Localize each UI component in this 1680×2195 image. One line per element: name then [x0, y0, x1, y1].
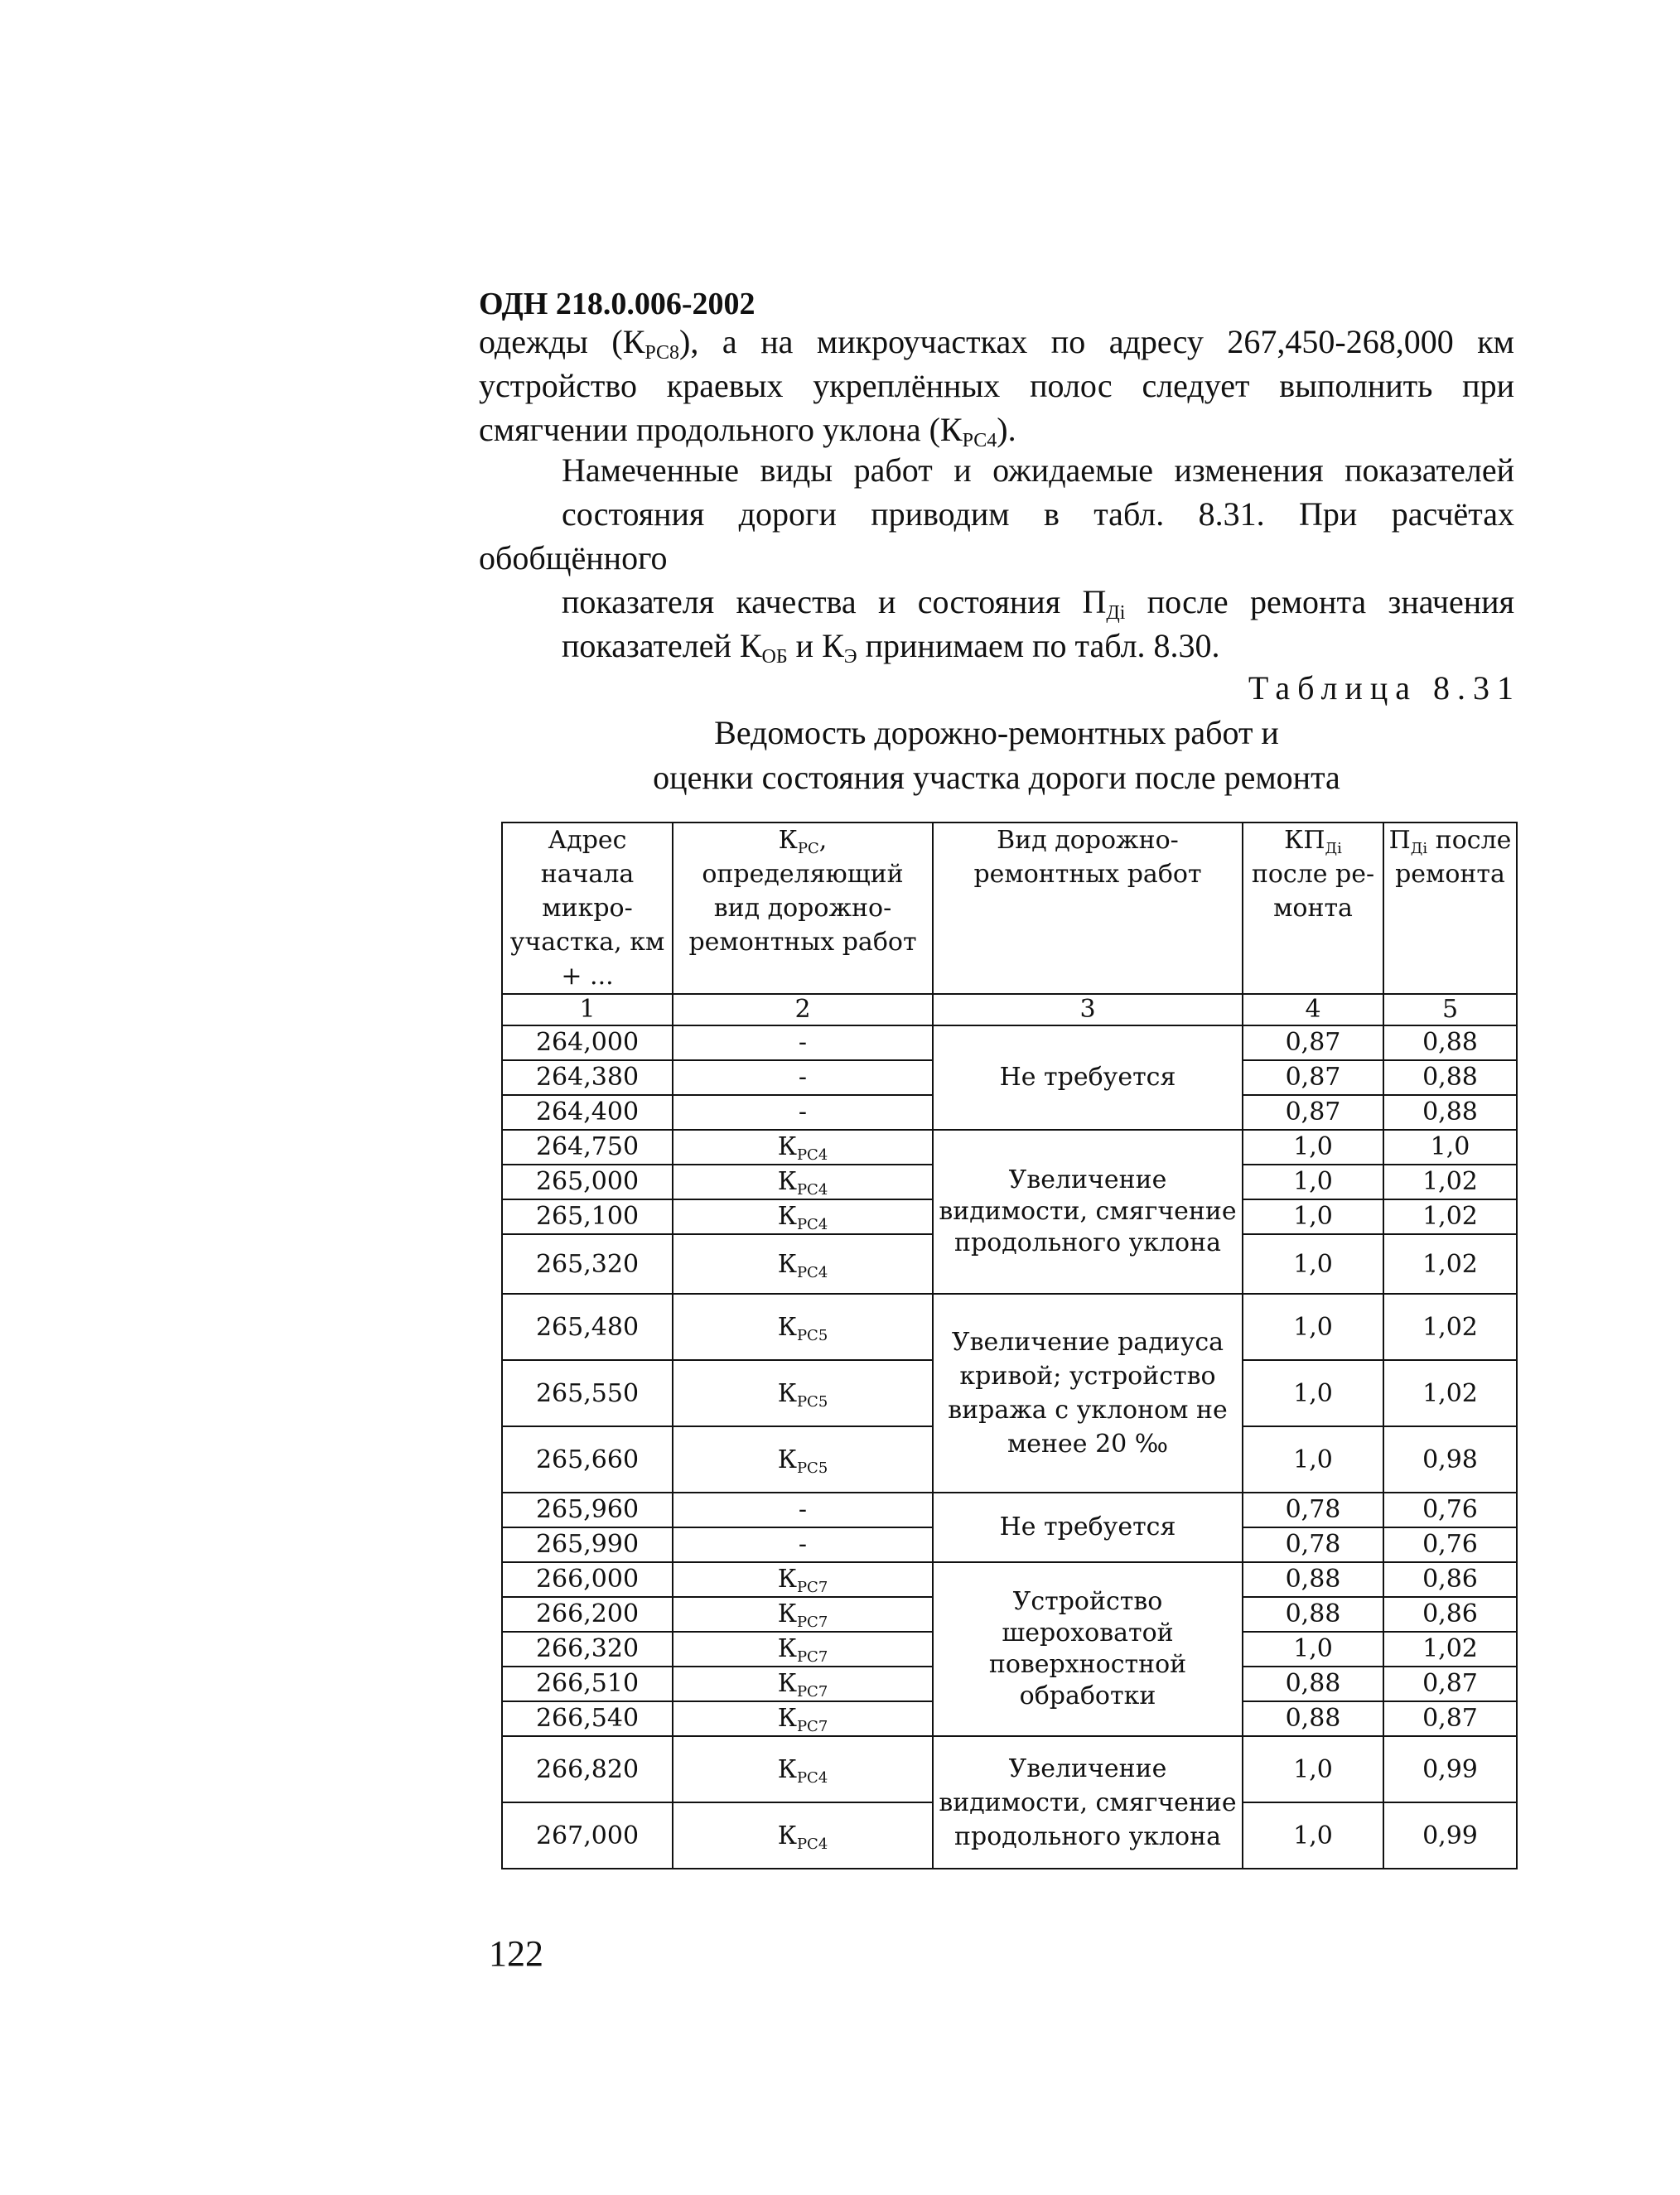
text-line: одежды $(К_{РС8})$, а на микроучастках по адресу 267,450-268,000 км — [479, 323, 1514, 364]
subscript: РС4 — [962, 430, 997, 451]
p-cell: 1,0 — [1383, 1130, 1517, 1165]
p-cell: 0,99 — [1383, 1736, 1517, 1802]
subscript: РС — [797, 840, 819, 857]
subscript: Дi — [1106, 602, 1126, 624]
kp-cell: 1,0 — [1243, 1294, 1383, 1360]
kp-cell: 1,0 — [1243, 1426, 1383, 1493]
column-number: 4 — [1243, 994, 1383, 1025]
column-number: 3 — [933, 994, 1243, 1025]
p-cell: 1,02 — [1383, 1632, 1517, 1667]
p-cell: 0,98 — [1383, 1426, 1517, 1493]
subscript: Дi — [1410, 840, 1428, 857]
subscript: Дi — [1325, 840, 1342, 857]
p-cell: 0,86 — [1383, 1562, 1517, 1597]
address-cell: 265,660 — [502, 1426, 673, 1493]
subscript: РС4 — [796, 1146, 828, 1164]
subscript: РС7 — [796, 1614, 828, 1631]
address-cell: 265,320 — [502, 1234, 673, 1294]
table-row — [502, 1736, 1517, 1802]
krs-cell: $К_{РС4}$ — [673, 1802, 933, 1869]
p-cell: 0,99 — [1383, 1802, 1517, 1869]
work-type-cell: Увеличение видимости, смягчение продольного уклона — [933, 1736, 1243, 1869]
subscript: РС7 — [796, 1718, 828, 1735]
krs-cell: $К_{РС7}$ — [673, 1667, 933, 1701]
table-row — [502, 1562, 1517, 1597]
kp-cell: 1,0 — [1243, 1802, 1383, 1869]
krs-cell: $К_{РС7}$ — [673, 1701, 933, 1736]
address-cell: 266,200 — [502, 1597, 673, 1632]
table-row — [502, 1025, 1517, 1060]
column-number: 2 — [673, 994, 933, 1025]
table-title — [479, 711, 1514, 800]
paragraph-2 — [479, 448, 1514, 668]
column-header-1: Адрес начала микроучастка, км + ... — [502, 823, 673, 994]
subscript: РС5 — [796, 1326, 828, 1344]
krs-cell: $К_{РС7}$ — [673, 1632, 933, 1667]
address-cell: 264,000 — [502, 1025, 673, 1060]
address-cell: 265,480 — [502, 1294, 673, 1360]
krs-cell: - — [673, 1095, 933, 1130]
krs-cell: - — [673, 1527, 933, 1562]
text-line: показателей $К_{ОБ}$ и $К_Э$ принимаем по табл. 8.30. — [562, 627, 1220, 668]
p-cell: 0,88 — [1383, 1060, 1517, 1095]
text-line: Намеченные виды работ и ожидаемые изменения показателей — [562, 451, 1514, 489]
krs-cell: - — [673, 1025, 933, 1060]
table-title-line: оценки состояния участка дороги после ремонта — [653, 759, 1340, 796]
address-cell: 265,100 — [502, 1199, 673, 1234]
kp-cell: 0,78 — [1243, 1527, 1383, 1562]
address-cell: 266,320 — [502, 1632, 673, 1667]
address-cell: 264,750 — [502, 1130, 673, 1165]
address-cell: 265,550 — [502, 1360, 673, 1426]
address-cell: 264,380 — [502, 1060, 673, 1095]
kp-cell: 0,87 — [1243, 1095, 1383, 1130]
p-cell: 0,87 — [1383, 1667, 1517, 1701]
work-type-cell: Не требуется — [933, 1493, 1243, 1562]
kp-cell: 1,0 — [1243, 1130, 1383, 1165]
krs-cell: $К_{РС4}$ — [673, 1130, 933, 1165]
subscript: РС4 — [796, 1768, 828, 1787]
table-label: Таблица 8.31 — [1248, 669, 1521, 707]
text-line: показателя качества и состояния $П_{Дi}$ после ремонта значения — [562, 583, 1514, 624]
krs-cell: $К_{РС4}$ — [673, 1234, 933, 1294]
kp-cell: 0,88 — [1243, 1597, 1383, 1632]
krs-cell: $К_{РС5}$ — [673, 1294, 933, 1360]
table-title-line: Ведомость дорожно-ремонтных работ и — [714, 714, 1279, 751]
address-cell: 265,000 — [502, 1165, 673, 1199]
kp-cell: 1,0 — [1243, 1632, 1383, 1667]
kp-cell: 0,88 — [1243, 1701, 1383, 1736]
work-type-cell: Увеличение видимости, смягчение продольного уклона — [933, 1130, 1243, 1294]
p-cell: 1,02 — [1383, 1199, 1517, 1234]
address-cell: 266,540 — [502, 1701, 673, 1736]
work-type-cell: Не требуется — [933, 1025, 1243, 1130]
text-line: устройство краевых укреплённых полос следует выполнить при — [479, 367, 1514, 404]
kp-cell: 0,88 — [1243, 1562, 1383, 1597]
table-row — [502, 1493, 1517, 1527]
krs-cell: $К_{РС5}$ — [673, 1360, 933, 1426]
kp-cell: 1,0 — [1243, 1736, 1383, 1802]
works-table — [501, 822, 1518, 1869]
krs-cell: - — [673, 1060, 933, 1095]
address-cell: 265,990 — [502, 1527, 673, 1562]
subscript: РС7 — [796, 1648, 828, 1666]
address-cell: 265,960 — [502, 1493, 673, 1527]
subscript: РС4 — [796, 1216, 828, 1233]
subscript: РС5 — [796, 1459, 828, 1477]
kp-cell: 1,0 — [1243, 1165, 1383, 1199]
page-number: 122 — [489, 1933, 543, 1974]
kp-cell: 0,87 — [1243, 1060, 1383, 1095]
p-cell: 0,88 — [1383, 1095, 1517, 1130]
address-cell: 266,820 — [502, 1736, 673, 1802]
table-row — [502, 1130, 1517, 1165]
subscript: ОБ — [761, 646, 788, 668]
subscript: РС5 — [796, 1392, 828, 1411]
subscript: Э — [843, 646, 857, 668]
column-header-2: $К_{РС}$, определяющий вид дорожно-ремонтных работ — [673, 823, 933, 994]
kp-cell: 0,87 — [1243, 1025, 1383, 1060]
kp-cell: 0,78 — [1243, 1493, 1383, 1527]
kp-cell: 1,0 — [1243, 1199, 1383, 1234]
subscript: РС7 — [796, 1579, 828, 1596]
paragraph-1 — [479, 320, 1514, 451]
kp-cell: 1,0 — [1243, 1234, 1383, 1294]
krs-cell: $К_{РС7}$ — [673, 1562, 933, 1597]
krs-cell: $К_{РС4}$ — [673, 1736, 933, 1802]
address-cell: 267,000 — [502, 1802, 673, 1869]
p-cell: 1,02 — [1383, 1165, 1517, 1199]
text-line: состояния дороги приводим в табл. 8.31. При расчётах обобщённого — [479, 495, 1514, 576]
column-header-5: $П_{Дi}$ после ремонта — [1383, 823, 1517, 994]
p-cell: 1,02 — [1383, 1294, 1517, 1360]
column-header-4: $КП_{Дi}$ после ремонта — [1243, 823, 1383, 994]
krs-cell: $К_{РС7}$ — [673, 1597, 933, 1632]
kp-cell: 0,88 — [1243, 1667, 1383, 1701]
address-cell: 266,510 — [502, 1667, 673, 1701]
work-type-cell: Увеличение радиуса кривой; устройство виража с уклоном не менее 20 ‰ — [933, 1294, 1243, 1493]
table-row — [502, 1294, 1517, 1360]
subscript: РС8 — [644, 342, 680, 364]
krs-cell: $К_{РС4}$ — [673, 1199, 933, 1234]
subscript: РС7 — [796, 1683, 828, 1701]
text-line: смягчении продольного уклона $(К_{РС4})$. — [479, 411, 1016, 451]
kp-cell: 1,0 — [1243, 1360, 1383, 1426]
column-numbers-row — [502, 994, 1517, 1025]
krs-cell: $К_{РС4}$ — [673, 1165, 933, 1199]
p-cell: 0,86 — [1383, 1597, 1517, 1632]
address-cell: 266,000 — [502, 1562, 673, 1597]
p-cell: 1,02 — [1383, 1360, 1517, 1426]
p-cell: 1,02 — [1383, 1234, 1517, 1294]
subscript: РС4 — [796, 1263, 828, 1281]
column-number: 1 — [502, 994, 673, 1025]
table-header-row — [502, 823, 1517, 994]
subscript: РС4 — [796, 1181, 828, 1199]
document-code: ОДН 218.0.006-2002 — [479, 287, 756, 321]
p-cell: 0,76 — [1383, 1527, 1517, 1562]
work-type-cell: Устройство шероховатой поверхностной обработки — [933, 1562, 1243, 1736]
p-cell: 0,76 — [1383, 1493, 1517, 1527]
address-cell: 264,400 — [502, 1095, 673, 1130]
column-number: 5 — [1383, 994, 1517, 1025]
p-cell: 0,87 — [1383, 1701, 1517, 1736]
krs-cell: - — [673, 1493, 933, 1527]
p-cell: 0,88 — [1383, 1025, 1517, 1060]
column-header-3: Вид дорожно-ремонтных работ — [933, 823, 1243, 994]
subscript: РС4 — [796, 1835, 828, 1853]
krs-cell: $К_{РС5}$ — [673, 1426, 933, 1493]
